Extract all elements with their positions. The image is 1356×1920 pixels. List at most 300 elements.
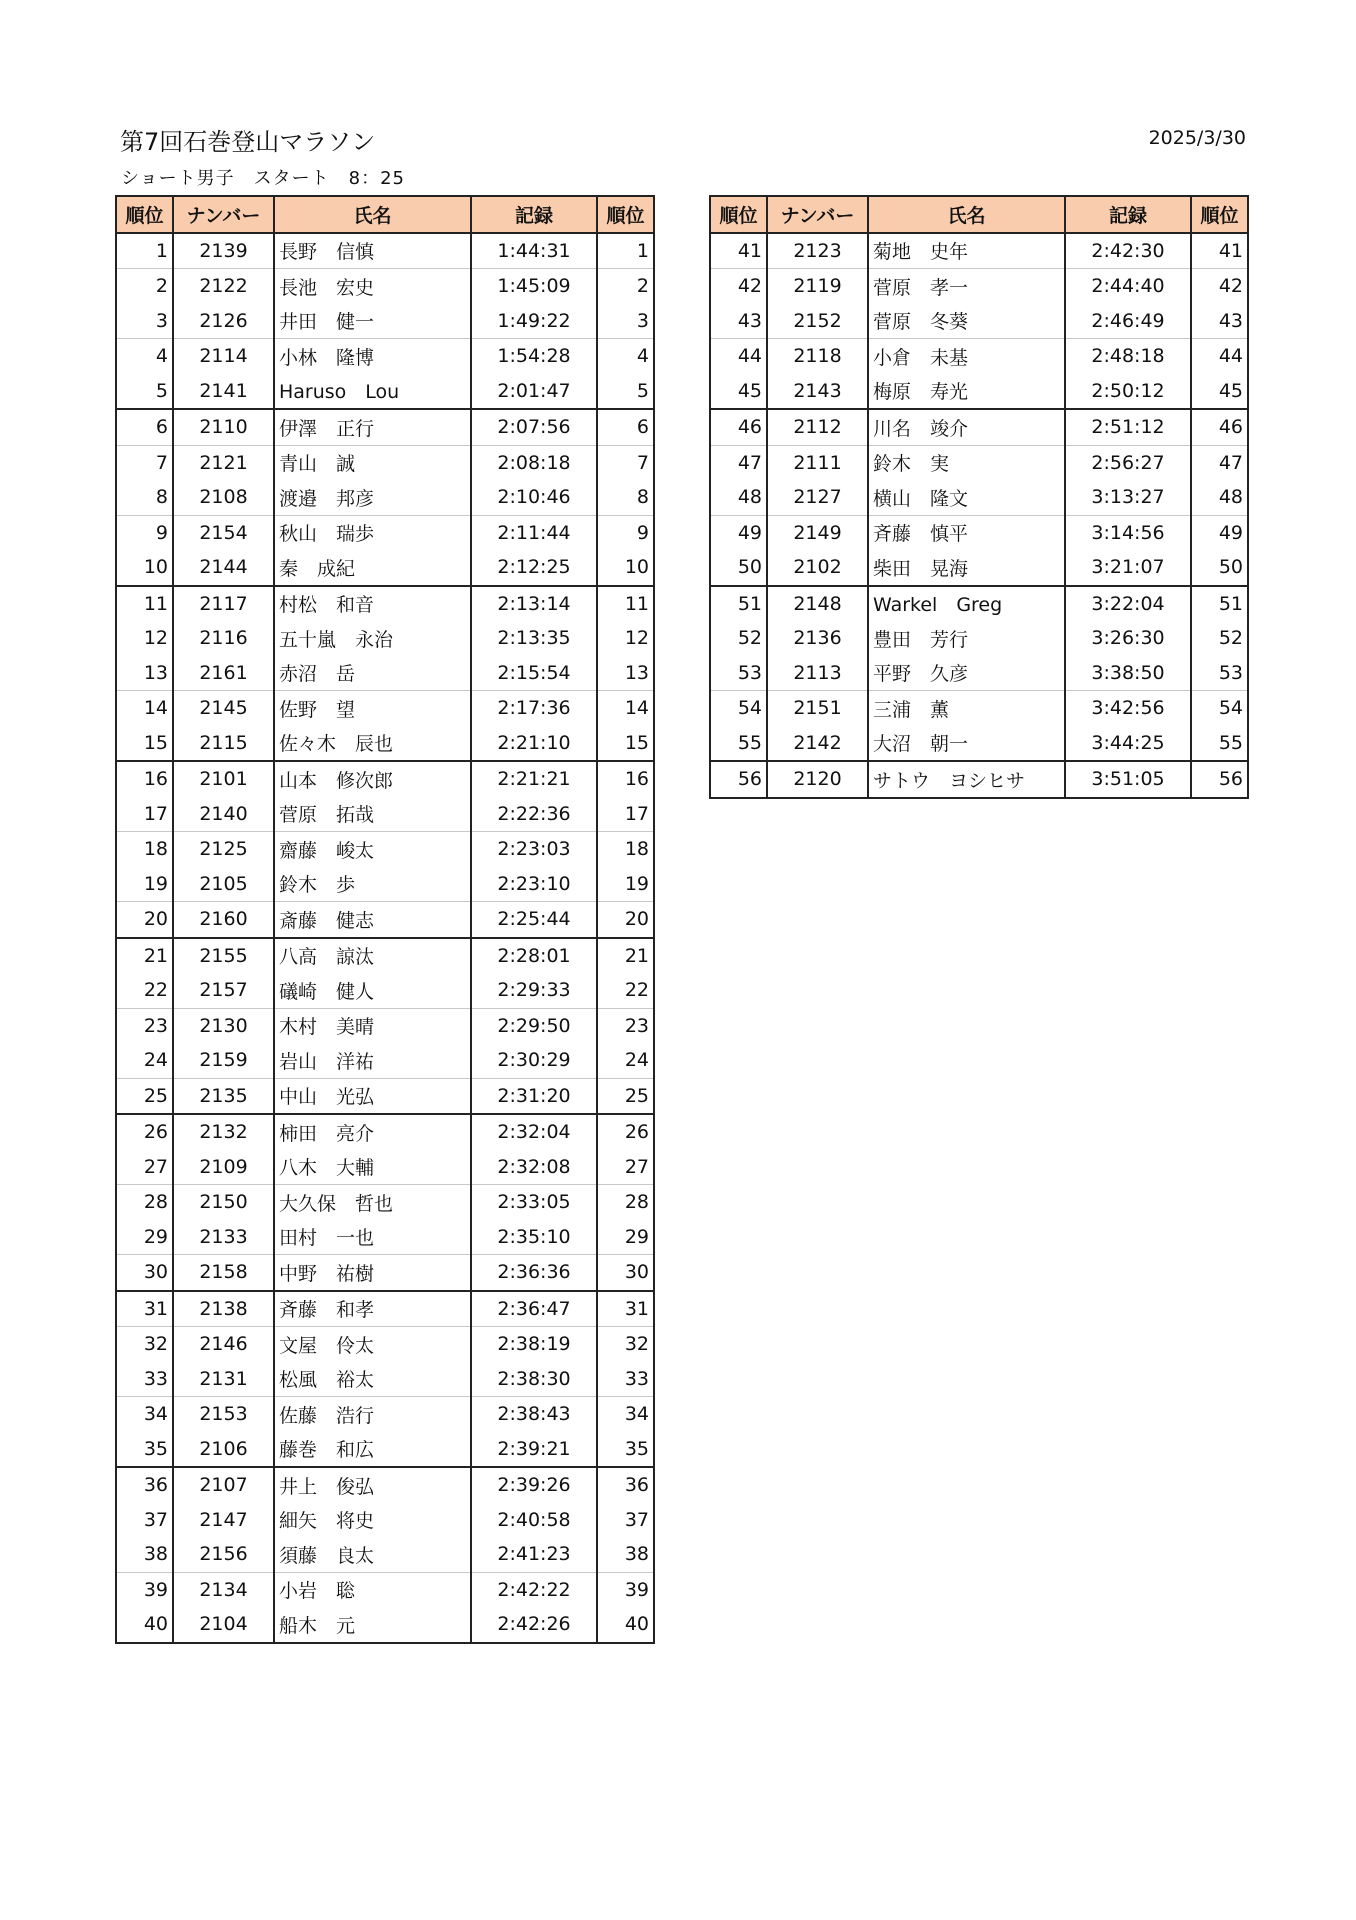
cell-rank: 34 <box>116 1397 173 1432</box>
table-row <box>116 1572 654 1607</box>
cell-rank: 7 <box>116 445 173 480</box>
cell-bib-number: 2158 <box>173 1255 274 1291</box>
cell-rank: 40 <box>116 1607 173 1643</box>
cell-rank-repeat: 41 <box>1191 233 1248 269</box>
results-table-left <box>115 195 655 1644</box>
table-row <box>116 1114 654 1150</box>
cell-time: 2:01:47 <box>471 374 597 410</box>
cell-time: 2:21:10 <box>471 726 597 762</box>
cell-rank-repeat: 37 <box>597 1503 654 1538</box>
cell-bib-number: 2153 <box>173 1397 274 1432</box>
cell-rank: 43 <box>710 304 767 339</box>
cell-rank-repeat: 2 <box>597 269 654 304</box>
header-bib-number: ナンバー <box>173 196 274 233</box>
cell-time: 3:44:25 <box>1065 726 1191 762</box>
cell-rank: 54 <box>710 691 767 726</box>
table-row <box>116 1467 654 1503</box>
table-row <box>116 621 654 656</box>
table-row <box>710 726 1248 762</box>
cell-time: 1:45:09 <box>471 269 597 304</box>
cell-rank-repeat: 28 <box>597 1185 654 1220</box>
cell-name: 青山 誠 <box>274 445 471 480</box>
cell-name: 村松 和音 <box>274 586 471 622</box>
cell-time: 2:36:36 <box>471 1255 597 1291</box>
table-header-row <box>710 196 1248 233</box>
cell-rank-repeat: 30 <box>597 1255 654 1291</box>
cell-bib-number: 2142 <box>767 726 868 762</box>
cell-time: 2:23:03 <box>471 832 597 867</box>
cell-rank: 25 <box>116 1078 173 1114</box>
cell-name: 中野 祐樹 <box>274 1255 471 1291</box>
table-row <box>116 480 654 515</box>
cell-rank-repeat: 46 <box>1191 409 1248 445</box>
cell-rank: 21 <box>116 938 173 974</box>
cell-name: 田村 一也 <box>274 1220 471 1255</box>
table-row <box>710 233 1248 269</box>
table-row <box>116 656 654 691</box>
cell-name: 伊澤 正行 <box>274 409 471 445</box>
cell-time: 2:31:20 <box>471 1078 597 1114</box>
cell-name: 柿田 亮介 <box>274 1114 471 1150</box>
table-row <box>116 973 654 1008</box>
table-row <box>116 691 654 726</box>
cell-time: 2:38:43 <box>471 1397 597 1432</box>
table-row <box>116 1327 654 1362</box>
cell-rank: 23 <box>116 1008 173 1043</box>
table-row <box>116 586 654 622</box>
cell-name: 秋山 瑞歩 <box>274 515 471 550</box>
cell-rank: 33 <box>116 1362 173 1397</box>
cell-time: 2:08:18 <box>471 445 597 480</box>
page-title: 第7回石巻登山マラソン <box>120 128 376 156</box>
cell-name: 大沼 朝一 <box>868 726 1065 762</box>
cell-rank-repeat: 56 <box>1191 761 1248 798</box>
table-row <box>116 269 654 304</box>
header-rank: 順位 <box>710 196 767 233</box>
cell-rank: 41 <box>710 233 767 269</box>
cell-time: 2:21:21 <box>471 761 597 797</box>
cell-rank-repeat: 50 <box>1191 550 1248 586</box>
cell-rank: 17 <box>116 797 173 832</box>
cell-bib-number: 2159 <box>173 1043 274 1078</box>
cell-bib-number: 2134 <box>173 1572 274 1607</box>
cell-name: 柴田 晃海 <box>868 550 1065 586</box>
cell-rank-repeat: 54 <box>1191 691 1248 726</box>
cell-bib-number: 2138 <box>173 1291 274 1327</box>
cell-time: 3:22:04 <box>1065 586 1191 622</box>
cell-bib-number: 2152 <box>767 304 868 339</box>
cell-name: 渡邉 邦彦 <box>274 480 471 515</box>
table-row <box>116 409 654 445</box>
table-row <box>710 480 1248 515</box>
cell-rank-repeat: 29 <box>597 1220 654 1255</box>
cell-rank: 4 <box>116 339 173 374</box>
table-row <box>710 374 1248 410</box>
cell-name: 船木 元 <box>274 1607 471 1643</box>
cell-rank-repeat: 35 <box>597 1432 654 1468</box>
cell-bib-number: 2107 <box>173 1467 274 1503</box>
cell-rank: 45 <box>710 374 767 410</box>
cell-name: 秦 成紀 <box>274 550 471 586</box>
cell-bib-number: 2122 <box>173 269 274 304</box>
cell-time: 3:14:56 <box>1065 515 1191 550</box>
cell-bib-number: 2115 <box>173 726 274 762</box>
cell-name: 三浦 薫 <box>868 691 1065 726</box>
cell-rank: 55 <box>710 726 767 762</box>
cell-rank-repeat: 24 <box>597 1043 654 1078</box>
header-rank: 順位 <box>116 196 173 233</box>
cell-bib-number: 2120 <box>767 761 868 798</box>
cell-bib-number: 2146 <box>173 1327 274 1362</box>
results-body-left <box>116 233 654 1643</box>
table-row <box>116 445 654 480</box>
cell-rank-repeat: 31 <box>597 1291 654 1327</box>
cell-rank-repeat: 17 <box>597 797 654 832</box>
cell-bib-number: 2108 <box>173 480 274 515</box>
cell-bib-number: 2102 <box>767 550 868 586</box>
cell-rank-repeat: 25 <box>597 1078 654 1114</box>
cell-name: 井上 俊弘 <box>274 1467 471 1503</box>
cell-rank-repeat: 23 <box>597 1008 654 1043</box>
cell-name: 鈴木 実 <box>868 445 1065 480</box>
cell-bib-number: 2117 <box>173 586 274 622</box>
cell-rank-repeat: 8 <box>597 480 654 515</box>
cell-time: 2:35:10 <box>471 1220 597 1255</box>
table-row <box>710 550 1248 586</box>
cell-rank-repeat: 53 <box>1191 656 1248 691</box>
table-row <box>116 1220 654 1255</box>
cell-rank: 10 <box>116 550 173 586</box>
cell-rank: 1 <box>116 233 173 269</box>
cell-bib-number: 2160 <box>173 902 274 938</box>
cell-time: 2:33:05 <box>471 1185 597 1220</box>
cell-name: 文屋 伶太 <box>274 1327 471 1362</box>
cell-bib-number: 2154 <box>173 515 274 550</box>
cell-rank: 29 <box>116 1220 173 1255</box>
cell-bib-number: 2106 <box>173 1432 274 1468</box>
cell-bib-number: 2133 <box>173 1220 274 1255</box>
cell-bib-number: 2104 <box>173 1607 274 1643</box>
table-row <box>116 1362 654 1397</box>
cell-rank: 30 <box>116 1255 173 1291</box>
cell-rank: 18 <box>116 832 173 867</box>
cell-time: 2:48:18 <box>1065 339 1191 374</box>
cell-time: 2:10:46 <box>471 480 597 515</box>
cell-name: 佐野 望 <box>274 691 471 726</box>
cell-bib-number: 2116 <box>173 621 274 656</box>
cell-time: 2:28:01 <box>471 938 597 974</box>
cell-name: 長池 宏史 <box>274 269 471 304</box>
cell-time: 2:56:27 <box>1065 445 1191 480</box>
cell-bib-number: 2125 <box>173 832 274 867</box>
cell-rank-repeat: 34 <box>597 1397 654 1432</box>
cell-name: 川名 竣介 <box>868 409 1065 445</box>
table-row <box>710 409 1248 445</box>
cell-bib-number: 2127 <box>767 480 868 515</box>
cell-name: 山本 修次郎 <box>274 761 471 797</box>
table-row <box>116 374 654 410</box>
cell-time: 2:13:14 <box>471 586 597 622</box>
cell-time: 3:38:50 <box>1065 656 1191 691</box>
cell-bib-number: 2109 <box>173 1150 274 1185</box>
cell-name: Warkel Greg <box>868 586 1065 622</box>
cell-name: 斎藤 健志 <box>274 902 471 938</box>
cell-rank-repeat: 22 <box>597 973 654 1008</box>
table-row <box>116 339 654 374</box>
cell-rank: 26 <box>116 1114 173 1150</box>
cell-bib-number: 2101 <box>173 761 274 797</box>
table-row <box>116 867 654 902</box>
cell-name: 佐々木 辰也 <box>274 726 471 762</box>
header-name: 氏名 <box>274 196 471 233</box>
cell-rank-repeat: 33 <box>597 1362 654 1397</box>
cell-rank: 14 <box>116 691 173 726</box>
cell-time: 2:40:58 <box>471 1503 597 1538</box>
table-row <box>116 1043 654 1078</box>
table-row <box>116 726 654 762</box>
cell-bib-number: 2114 <box>173 339 274 374</box>
cell-rank-repeat: 12 <box>597 621 654 656</box>
cell-rank: 22 <box>116 973 173 1008</box>
table-row <box>116 1078 654 1114</box>
cell-rank: 12 <box>116 621 173 656</box>
cell-time: 2:25:44 <box>471 902 597 938</box>
cell-bib-number: 2150 <box>173 1185 274 1220</box>
cell-rank-repeat: 1 <box>597 233 654 269</box>
cell-rank: 31 <box>116 1291 173 1327</box>
cell-name: 平野 久彦 <box>868 656 1065 691</box>
cell-rank: 11 <box>116 586 173 622</box>
cell-bib-number: 2156 <box>173 1537 274 1572</box>
table-row <box>116 1607 654 1643</box>
cell-rank: 32 <box>116 1327 173 1362</box>
cell-rank: 8 <box>116 480 173 515</box>
cell-time: 2:22:36 <box>471 797 597 832</box>
cell-rank: 46 <box>710 409 767 445</box>
table-row <box>710 269 1248 304</box>
cell-time: 2:23:10 <box>471 867 597 902</box>
cell-bib-number: 2141 <box>173 374 274 410</box>
cell-rank: 39 <box>116 1572 173 1607</box>
document-date: 2025/3/30 <box>1148 127 1246 149</box>
cell-name: 菊地 史年 <box>868 233 1065 269</box>
cell-name: 小岩 聡 <box>274 1572 471 1607</box>
cell-name: 松風 裕太 <box>274 1362 471 1397</box>
cell-rank-repeat: 20 <box>597 902 654 938</box>
cell-time: 2:32:08 <box>471 1150 597 1185</box>
cell-bib-number: 2155 <box>173 938 274 974</box>
cell-time: 2:15:54 <box>471 656 597 691</box>
cell-name: 五十嵐 永治 <box>274 621 471 656</box>
table-row <box>116 1291 654 1327</box>
cell-rank-repeat: 38 <box>597 1537 654 1572</box>
results-table-right <box>709 195 1249 799</box>
cell-name: 菅原 拓哉 <box>274 797 471 832</box>
cell-rank: 20 <box>116 902 173 938</box>
cell-bib-number: 2121 <box>173 445 274 480</box>
cell-time: 2:39:26 <box>471 1467 597 1503</box>
cell-time: 2:30:29 <box>471 1043 597 1078</box>
cell-name: 長野 信慎 <box>274 233 471 269</box>
cell-rank: 16 <box>116 761 173 797</box>
header-name: 氏名 <box>868 196 1065 233</box>
cell-time: 2:46:49 <box>1065 304 1191 339</box>
cell-rank: 2 <box>116 269 173 304</box>
table-row <box>116 1537 654 1572</box>
cell-rank-repeat: 10 <box>597 550 654 586</box>
cell-rank-repeat: 15 <box>597 726 654 762</box>
cell-time: 2:29:50 <box>471 1008 597 1043</box>
cell-name: 細矢 将史 <box>274 1503 471 1538</box>
cell-bib-number: 2136 <box>767 621 868 656</box>
table-row <box>710 761 1248 798</box>
header-time: 記録 <box>471 196 597 233</box>
table-row <box>710 339 1248 374</box>
table-header-row <box>116 196 654 233</box>
cell-rank: 6 <box>116 409 173 445</box>
cell-time: 2:38:19 <box>471 1327 597 1362</box>
cell-time: 1:49:22 <box>471 304 597 339</box>
cell-rank: 27 <box>116 1150 173 1185</box>
cell-rank: 28 <box>116 1185 173 1220</box>
cell-rank: 49 <box>710 515 767 550</box>
cell-time: 2:41:23 <box>471 1537 597 1572</box>
cell-name: Haruso Lou <box>274 374 471 410</box>
cell-bib-number: 2161 <box>173 656 274 691</box>
cell-rank-repeat: 49 <box>1191 515 1248 550</box>
table-row <box>116 797 654 832</box>
table-row <box>710 445 1248 480</box>
category-start-time: ショート男子 スタート 8：25 <box>121 168 405 189</box>
cell-rank: 53 <box>710 656 767 691</box>
cell-rank-repeat: 43 <box>1191 304 1248 339</box>
cell-bib-number: 2123 <box>767 233 868 269</box>
cell-rank-repeat: 48 <box>1191 480 1248 515</box>
cell-time: 2:29:33 <box>471 973 597 1008</box>
cell-name: 横山 隆文 <box>868 480 1065 515</box>
table-row <box>710 304 1248 339</box>
table-row <box>116 1008 654 1043</box>
header-time: 記録 <box>1065 196 1191 233</box>
cell-rank-repeat: 39 <box>597 1572 654 1607</box>
table-row <box>116 1432 654 1468</box>
cell-name: 菅原 冬葵 <box>868 304 1065 339</box>
cell-bib-number: 2112 <box>767 409 868 445</box>
cell-time: 2:13:35 <box>471 621 597 656</box>
table-row <box>116 761 654 797</box>
cell-name: 佐藤 浩行 <box>274 1397 471 1432</box>
cell-name: サトウ ヨシヒサ <box>868 761 1065 798</box>
cell-bib-number: 2118 <box>767 339 868 374</box>
cell-bib-number: 2143 <box>767 374 868 410</box>
cell-rank-repeat: 55 <box>1191 726 1248 762</box>
cell-time: 2:17:36 <box>471 691 597 726</box>
cell-rank-repeat: 51 <box>1191 586 1248 622</box>
cell-rank-repeat: 3 <box>597 304 654 339</box>
cell-rank-repeat: 4 <box>597 339 654 374</box>
cell-name: 中山 光弘 <box>274 1078 471 1114</box>
cell-name: 梅原 寿光 <box>868 374 1065 410</box>
table-row <box>710 515 1248 550</box>
table-row <box>710 621 1248 656</box>
cell-time: 2:12:25 <box>471 550 597 586</box>
cell-rank: 51 <box>710 586 767 622</box>
cell-bib-number: 2149 <box>767 515 868 550</box>
cell-name: 赤沼 岳 <box>274 656 471 691</box>
cell-rank-repeat: 27 <box>597 1150 654 1185</box>
cell-rank: 5 <box>116 374 173 410</box>
cell-name: 藤巻 和広 <box>274 1432 471 1468</box>
table-row <box>116 1503 654 1538</box>
cell-time: 2:51:12 <box>1065 409 1191 445</box>
cell-name: 小林 隆博 <box>274 339 471 374</box>
cell-name: 小倉 未基 <box>868 339 1065 374</box>
cell-bib-number: 2148 <box>767 586 868 622</box>
cell-time: 2:32:04 <box>471 1114 597 1150</box>
cell-bib-number: 2113 <box>767 656 868 691</box>
cell-rank: 15 <box>116 726 173 762</box>
cell-time: 2:39:21 <box>471 1432 597 1468</box>
cell-rank-repeat: 42 <box>1191 269 1248 304</box>
cell-time: 2:44:40 <box>1065 269 1191 304</box>
cell-rank-repeat: 7 <box>597 445 654 480</box>
cell-rank: 47 <box>710 445 767 480</box>
table-row <box>116 1397 654 1432</box>
table-row <box>710 691 1248 726</box>
table-row <box>116 902 654 938</box>
cell-rank-repeat: 13 <box>597 656 654 691</box>
cell-rank-repeat: 45 <box>1191 374 1248 410</box>
cell-rank: 38 <box>116 1537 173 1572</box>
cell-time: 3:13:27 <box>1065 480 1191 515</box>
cell-bib-number: 2105 <box>173 867 274 902</box>
cell-rank: 50 <box>710 550 767 586</box>
cell-time: 2:11:44 <box>471 515 597 550</box>
cell-bib-number: 2140 <box>173 797 274 832</box>
table-row <box>710 586 1248 622</box>
cell-rank-repeat: 21 <box>597 938 654 974</box>
cell-time: 3:21:07 <box>1065 550 1191 586</box>
cell-bib-number: 2119 <box>767 269 868 304</box>
cell-name: 鈴木 歩 <box>274 867 471 902</box>
table-row <box>116 1255 654 1291</box>
cell-name: 豊田 芳行 <box>868 621 1065 656</box>
cell-rank-repeat: 11 <box>597 586 654 622</box>
table-row <box>116 832 654 867</box>
cell-rank: 13 <box>116 656 173 691</box>
cell-time: 2:38:30 <box>471 1362 597 1397</box>
cell-rank: 48 <box>710 480 767 515</box>
cell-name: 木村 美晴 <box>274 1008 471 1043</box>
header-rank-repeat: 順位 <box>1191 196 1248 233</box>
cell-rank-repeat: 5 <box>597 374 654 410</box>
cell-rank-repeat: 44 <box>1191 339 1248 374</box>
table-row <box>116 1185 654 1220</box>
header-bib-number: ナンバー <box>767 196 868 233</box>
cell-bib-number: 2132 <box>173 1114 274 1150</box>
cell-time: 2:50:12 <box>1065 374 1191 410</box>
cell-rank: 56 <box>710 761 767 798</box>
table-row <box>116 550 654 586</box>
cell-rank-repeat: 9 <box>597 515 654 550</box>
table-row <box>710 656 1248 691</box>
cell-bib-number: 2130 <box>173 1008 274 1043</box>
cell-rank: 24 <box>116 1043 173 1078</box>
cell-rank-repeat: 6 <box>597 409 654 445</box>
cell-rank: 3 <box>116 304 173 339</box>
cell-name: 斉藤 慎平 <box>868 515 1065 550</box>
cell-time: 1:44:31 <box>471 233 597 269</box>
